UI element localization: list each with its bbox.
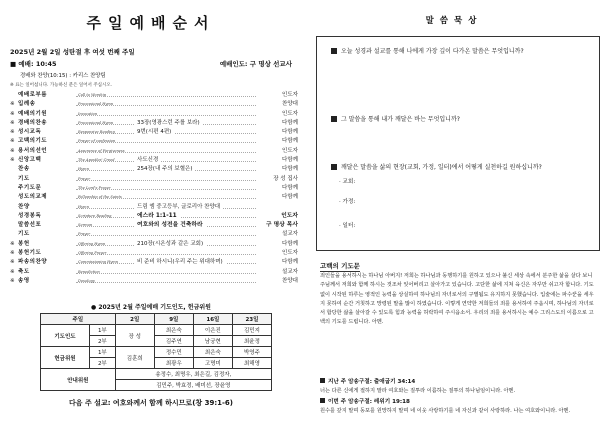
order-item	[10, 193, 298, 202]
table-cell: 장 성	[115, 325, 154, 347]
order-name: 성도의교제	[18, 194, 48, 201]
table-row	[41, 325, 272, 336]
table-cell: 박영주	[232, 347, 271, 358]
table-row	[41, 369, 272, 380]
table-cell: 최은숙	[193, 347, 232, 358]
order-name: 기도	[18, 175, 30, 182]
order-english: Benediction	[78, 269, 100, 274]
order-name: 예배로부름	[18, 92, 48, 98]
order-english: Assurance of Forgiveness	[78, 148, 125, 153]
order-responsible: 인도자	[279, 110, 298, 119]
schedule-header: 9일	[154, 314, 193, 325]
table-cell: 김훈희	[115, 347, 154, 369]
table-cell: 최해영	[232, 358, 271, 369]
order-mark: ※	[10, 250, 15, 257]
answer-home: · 가정:	[339, 199, 356, 205]
order-mark: ※	[10, 119, 15, 126]
service-label: 1부	[89, 325, 115, 336]
order-name: 용서의선언	[18, 147, 48, 154]
question-1: 오늘 성경과 설교를 통해 나에게 가장 깊이 다가온 말씀은 무엇입니까?	[331, 46, 524, 55]
order-responsible: 구 명상 목사	[263, 221, 298, 230]
order-responsible: 인도자	[278, 212, 298, 221]
table-cell: 최윤정	[232, 336, 271, 347]
verse-heading: 지난 주 암송구절: 출애굽기 34:14	[328, 379, 416, 385]
leader-dots	[76, 115, 256, 116]
order-content: 9번(시편 4편)	[134, 128, 174, 137]
table-cell: 송정수, 최명우, 최은길, 김정자,	[115, 369, 271, 380]
meditation-title: 말씀묵상	[425, 16, 483, 26]
order-content: 에스라 1:1-11	[134, 212, 180, 221]
answer-work: · 일터:	[339, 223, 356, 229]
table-cell: 김민지	[232, 325, 271, 336]
answer-church: · 교회:	[339, 179, 356, 185]
table-cell: 김주연	[154, 336, 193, 347]
order-item	[10, 137, 298, 146]
schedule-table	[40, 313, 272, 391]
schedule-title: ● 2025년 2월 주일예배 기도인도, 헌금위원	[91, 304, 211, 311]
order-item	[10, 221, 298, 230]
next-sermon: 다음 주 설교: 여호와께서 함께 하시므로(창 39:1-6)	[69, 399, 233, 407]
order-responsible: 인도자	[279, 91, 298, 100]
order-english: Prayer	[78, 176, 91, 181]
order-name: 축도	[18, 268, 30, 275]
leader-dots	[76, 282, 256, 283]
order-name: 파송의찬양	[18, 259, 48, 266]
order-mark: ※	[10, 157, 15, 164]
order-english: Hymn	[78, 167, 89, 172]
table-cell: 고명미	[193, 358, 232, 369]
order-content: 비 준비 하시니(우리 주는 위대하며)	[134, 258, 226, 267]
order-english: Sermon	[78, 223, 93, 228]
order-responsible: 다함께	[279, 119, 298, 128]
order-item	[10, 258, 298, 267]
order-item	[10, 240, 298, 249]
confession-text: 죄인들을 용서하시는 하나님 아버지! 저희는 하나님과 동행하기를 원하고 있으나 불신 세상 속에서 분주한 삶을 살다 보니 주님께서 저희와 함께 하시는 것조차 잊어버리고 살아가고 있습니다. 고단한 삶에 지쳐 육신은 자꾸만 쉬고자 합니다. 기도 없이 시작된 하루는 영적인 능력을 상실하여 하나님의 자녀로서의 구별됨도 유지하지 못했습니다. 입술에는 파수꾼을 세우지 못하여 순간 거칫하고 망령된 말을 많이 하였습니다. 이렇게 연약한 저희들의 죄를 용서하여 주옵시며, 하나님의 자녀로서 합당한 삶을 살아갈 수 있도록 힘과 능력을 허락하여 주시옵소서. 우리의 죄를 용서하시는 예수 그리스도의 이름으로 고백의 기도를 드립니다. 아멘.	[320, 273, 594, 326]
order-name: 신앙고백	[18, 157, 42, 164]
order-name: 경배의찬송	[18, 119, 48, 126]
order-english: Fellowship of the Saints	[78, 195, 122, 200]
order-item	[10, 277, 298, 286]
table-cell: 최은숙	[154, 325, 193, 336]
order-item	[10, 212, 298, 221]
leader-dots	[76, 273, 256, 274]
praise-intro: 경배와 찬양(10:15) : 카리스 찬양팀	[20, 73, 106, 79]
order-responsible: 다함께	[279, 184, 298, 193]
order-english: Processional Hymn	[78, 102, 114, 107]
order-name: 입례송	[18, 101, 36, 108]
verse-text: 너는 다른 신에게 절하지 말라 여호와는 질투라 이름하는 질투의 하나님임이니라. 아멘.	[320, 387, 516, 394]
order-english: The Apostles' Creed	[78, 158, 115, 163]
order-name: 찬양	[18, 203, 30, 210]
table-cell: 김민주, 박효정, 배미선, 장윤영	[115, 380, 271, 391]
square-bullet-icon	[320, 398, 325, 403]
order-item	[10, 100, 298, 109]
order-name: 주기도문	[18, 184, 42, 191]
last-week-verse	[320, 378, 596, 395]
order-item	[10, 128, 298, 137]
order-english: Offering Prayer	[78, 251, 107, 256]
verse-text: 원수를 갚지 말며 동포를 원망하지 말며 네 이웃 사랑하기를 네 자신과 같이 사랑하라. 나는 여호와이니라. 아멘.	[320, 407, 571, 414]
order-mark: ※	[10, 259, 15, 266]
order-english: Scripture Reading	[78, 213, 112, 218]
order-name: 성시교독	[18, 129, 42, 136]
service-label: 2부	[89, 336, 115, 347]
order-mark: ※	[10, 240, 15, 247]
order-content: 254장(내 주의 보혈은)	[134, 165, 195, 174]
order-responsible: 장 성 집사	[270, 175, 298, 184]
order-responsible: 다함께	[279, 193, 298, 202]
order-content: 33장(영광스런 주를 보라)	[134, 119, 203, 128]
this-week-verse	[320, 398, 596, 415]
confession-title: 고백의 기도문	[320, 262, 360, 270]
row-label: 안내위원	[41, 369, 116, 391]
order-name: 말씀선포	[18, 222, 42, 229]
schedule-header: 23일	[232, 314, 271, 325]
order-content: 210장(시온성과 같은 교회)	[134, 240, 206, 249]
order-name: 기도	[18, 231, 30, 238]
order-mark: ※	[10, 101, 15, 108]
order-responsible: 다함께	[279, 240, 298, 249]
table-cell: 남궁현	[193, 336, 232, 347]
question-2: 그 말씀을 통해 내가 깨달은 바는 무엇입니까?	[331, 114, 460, 123]
order-responsible: 다함께	[279, 258, 298, 267]
order-name: 예배의기원	[18, 110, 48, 117]
order-mark: ※	[10, 268, 15, 275]
order-content: 사도신경	[134, 156, 161, 165]
order-item	[10, 110, 298, 119]
order-item	[10, 147, 298, 156]
order-item	[10, 184, 298, 193]
order-mark: ※	[10, 138, 15, 145]
order-english: Prayer	[78, 232, 91, 237]
page-title: 주일예배순서	[86, 14, 216, 32]
table-cell: 정수민	[154, 347, 193, 358]
order-content: 드림 엠 중고등부, 글로리아 찬양대	[134, 203, 223, 212]
order-item	[10, 249, 298, 258]
order-item	[10, 165, 298, 174]
order-name: 봉헌기도	[18, 250, 42, 257]
order-item	[10, 156, 298, 165]
order-item	[10, 91, 298, 100]
service-date: 2025년 2월 2일 성탄절 후 여섯 번째 주일	[10, 48, 135, 56]
row-label: 헌금위원	[41, 347, 90, 369]
order-english: Offering Hymn	[78, 241, 106, 246]
schedule-header: 2일	[115, 314, 154, 325]
order-responsible: 설교자	[279, 268, 298, 277]
order-english: Call to Worship	[78, 93, 107, 97]
square-bullet-icon	[331, 164, 337, 170]
order-item	[10, 230, 298, 239]
order-responsible: 다함께	[279, 165, 298, 174]
row-label: 기도인도	[41, 325, 90, 347]
order-responsible: 설교자	[279, 230, 298, 239]
question-box	[316, 36, 600, 251]
order-item	[10, 175, 298, 184]
order-english: Processional Hymn	[78, 120, 114, 125]
order-mark: ※	[10, 277, 15, 284]
order-name: 봉헌	[18, 240, 30, 247]
order-responsible: 인도자	[279, 147, 298, 156]
order-responsible: 다함께	[279, 137, 298, 146]
order-name: 고백의기도	[18, 138, 48, 145]
square-bullet-icon	[320, 378, 325, 383]
verse-heading: 이번 주 암송구절: 레위기 19:18	[328, 399, 410, 405]
schedule-header: 주일	[41, 314, 116, 325]
order-english: Responsive Reading	[78, 130, 115, 135]
service-label: 1부	[89, 347, 115, 358]
order-english: Hymn	[78, 204, 89, 209]
service-time-row	[10, 59, 300, 68]
order-english: Prayer of confession	[78, 139, 116, 144]
service-leader: 예배인도: 구 명상 선교사	[219, 60, 292, 68]
table-row	[41, 347, 272, 358]
standing-note: ※ 표는 일어섭니다. 가능하신 분은 일어서 주십시오.	[10, 83, 113, 88]
service-time: ■ 예배: 10:45	[10, 60, 57, 68]
order-english: Commissioning Hymn	[78, 260, 118, 265]
table-cell: 최광우	[154, 358, 193, 369]
order-item	[10, 119, 298, 128]
order-mark: ※	[10, 147, 15, 154]
meditation-column	[308, 0, 600, 423]
order-item	[10, 203, 298, 212]
order-responsible: 찬양대	[279, 100, 298, 109]
order-name: 찬송	[18, 166, 30, 173]
order-name: 송영	[18, 277, 30, 284]
order-name: 성경봉독	[18, 212, 42, 219]
leader-dots	[76, 235, 256, 236]
table-cell: 이은진	[193, 325, 232, 336]
square-bullet-icon	[331, 116, 337, 122]
order-english: Doxology	[78, 278, 95, 283]
order-mark: ※	[10, 129, 15, 136]
schedule-header-row	[41, 314, 272, 325]
service-label: 2부	[89, 358, 115, 369]
order-responsible: 다함께	[279, 156, 298, 165]
order-responsible: 찬양대	[279, 277, 298, 286]
square-bullet-icon	[331, 48, 337, 54]
order-responsible: 다함께	[279, 128, 298, 137]
leader-dots	[76, 180, 256, 181]
order-mark: ※	[10, 110, 15, 117]
order-english: Invocation	[78, 111, 98, 116]
question-3: 깨달은 말씀을 삶의 현장(교회, 가정, 일터)에서 어떻게 실천하길 원하십니까?	[331, 162, 542, 171]
schedule-header: 16일	[193, 314, 232, 325]
order-item	[10, 268, 298, 277]
order-english: The Lord's Prayer	[78, 185, 111, 190]
order-of-service	[10, 91, 298, 286]
order-responsible: 인도자	[279, 249, 298, 258]
order-content: 여호와의 성전을 건축하라	[134, 221, 206, 230]
